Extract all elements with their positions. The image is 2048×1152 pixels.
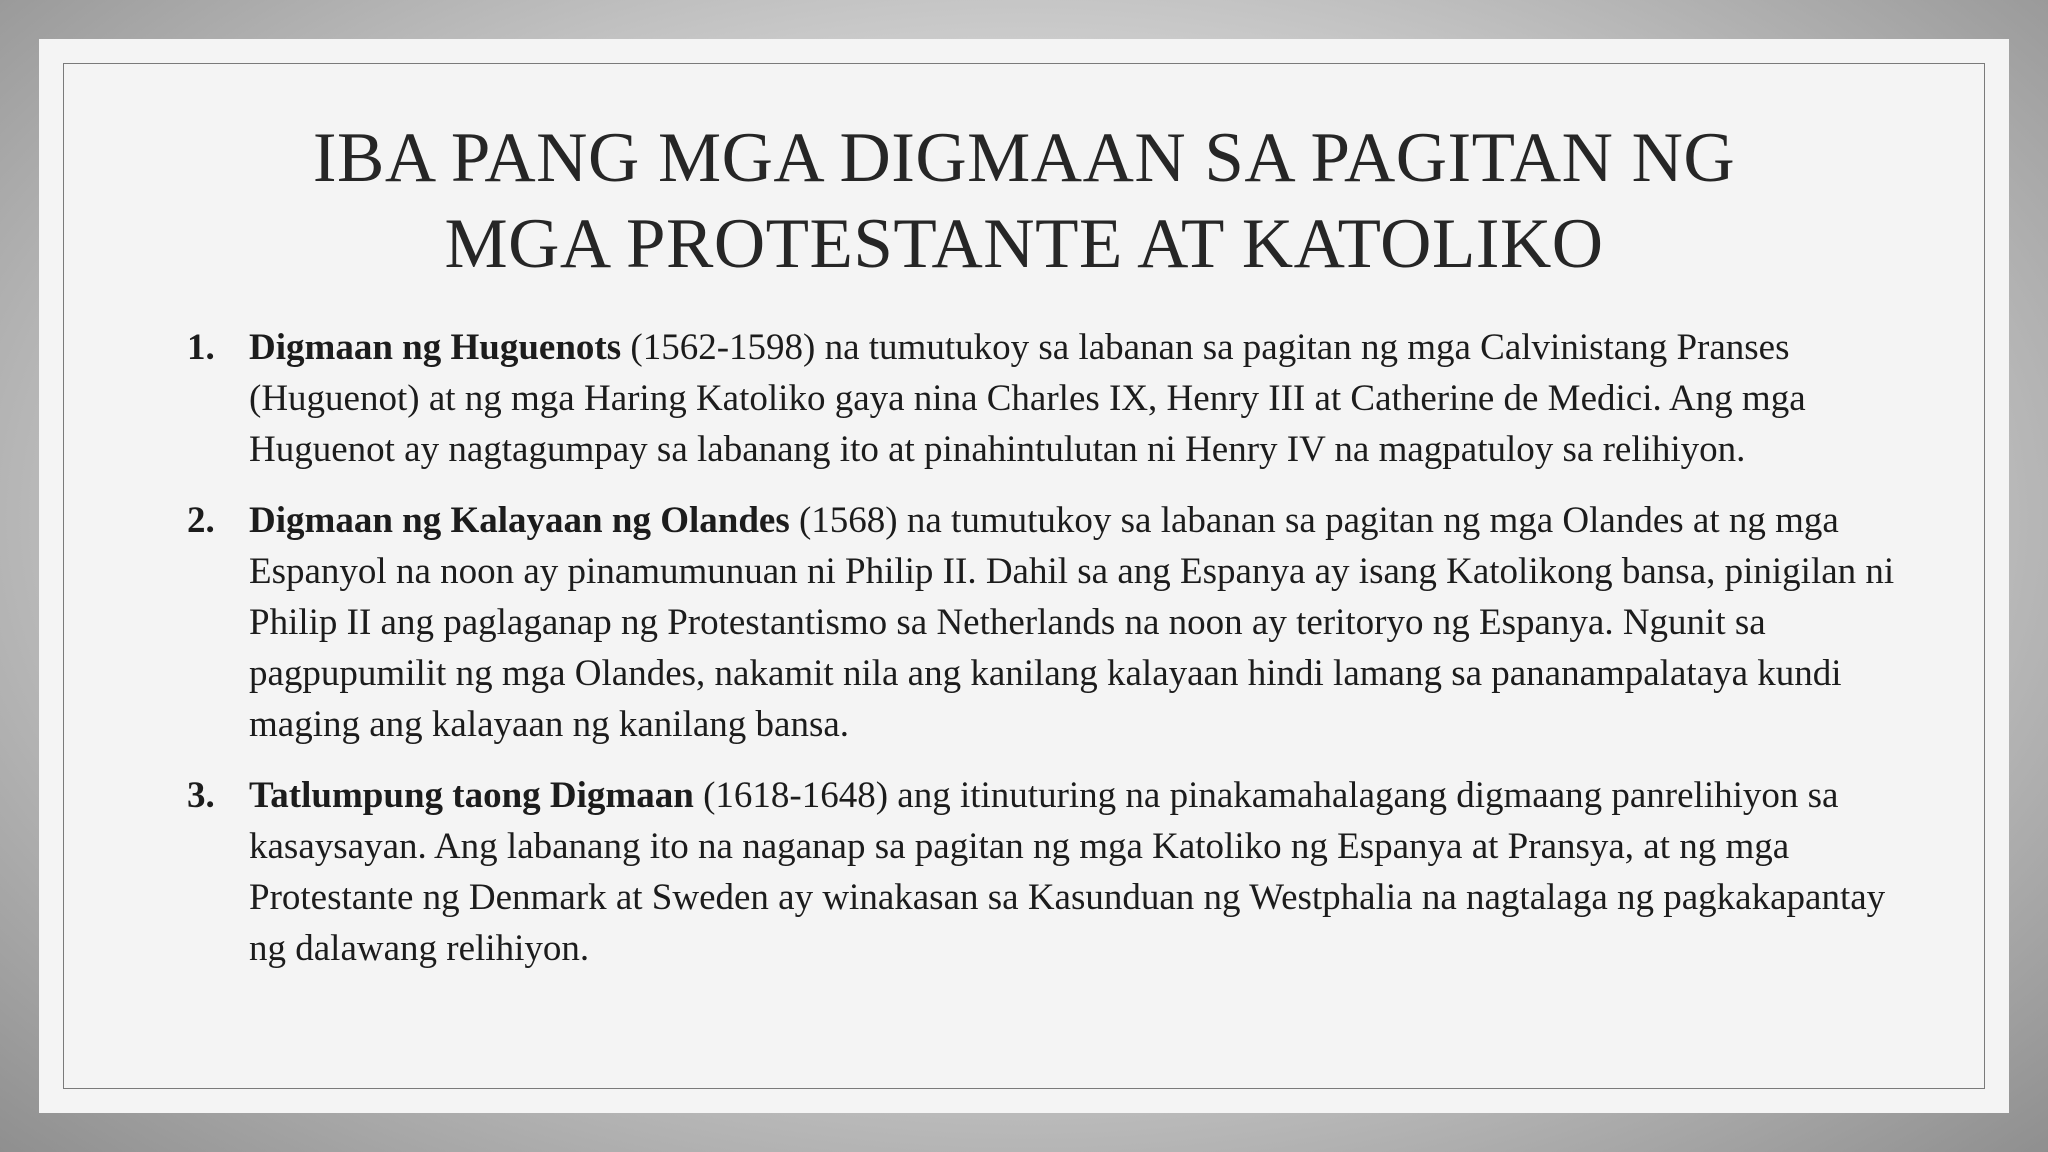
list-item-text: (1618-1648) ang itinuturing na pinakamahalagang digmaang panrelihiyon sa kasaysayan. Ang labanang ito na naganap sa pagitan ng mga Katoliko ng Espanya at Pransya, at ng mga Protestante ng Denmark at Sweden ay winakasan sa Kasunduan ng Westphalia na nagtalaga ng pagkakapantay ng dalawang relihiyon. xyxy=(249,775,1886,969)
slide-title-line-1: IBA PANG MGA DIGMAAN SA PAGITAN NG xyxy=(312,119,1736,197)
list-item-number: 2. xyxy=(187,500,215,541)
list-item-number: 1. xyxy=(187,327,215,368)
list-item-olandes xyxy=(187,495,1907,750)
slide xyxy=(39,39,2009,1113)
slide-title-line-2: MGA PROTESTANTE AT KATOLIKO xyxy=(444,205,1604,283)
list-item-text: (1562-1598) na tumutukoy sa labanan sa pagitan ng mga Calvinistang Pranses (Huguenot) at ng mga Haring Katoliko gaya nina Charles IX, Henry III at Catherine de Medici. Ang mga Huguenot ay nagtagumpay sa labanang ito at pinahintulutan ni Henry IV na magpatuloy sa relihiyon. xyxy=(249,327,1806,470)
list-item-title: Digmaan ng Kalayaan ng Olandes xyxy=(249,500,790,541)
list-item-number: 3. xyxy=(187,775,215,816)
list-item-tatlumpung-taon xyxy=(187,770,1907,974)
list-item-text: (1568) na tumutukoy sa labanan sa pagitan ng mga Olandes at ng mga Espanyol na noon ay pinamumunuan ni Philip II. Dahil sa ang Espanya ay isang Katolikong bansa, pinigilan ni Philip II ang paglaganap ng Protestantismo sa Netherlands na noon ay teritoryo ng Espanya. Ngunit sa pagpupumilit ng mga Olandes, nakamit nila ang kanilang kalayaan hindi lamang sa pananampalataya kundi maging ang kalayaan ng kanilang bansa. xyxy=(249,500,1895,745)
list-item-title: Tatlumpung taong Digmaan xyxy=(249,775,694,816)
war-list xyxy=(187,322,1907,994)
slide-title xyxy=(39,115,2009,287)
list-item-huguenots xyxy=(187,322,1907,475)
list-item-title: Digmaan ng Huguenots xyxy=(249,327,622,368)
